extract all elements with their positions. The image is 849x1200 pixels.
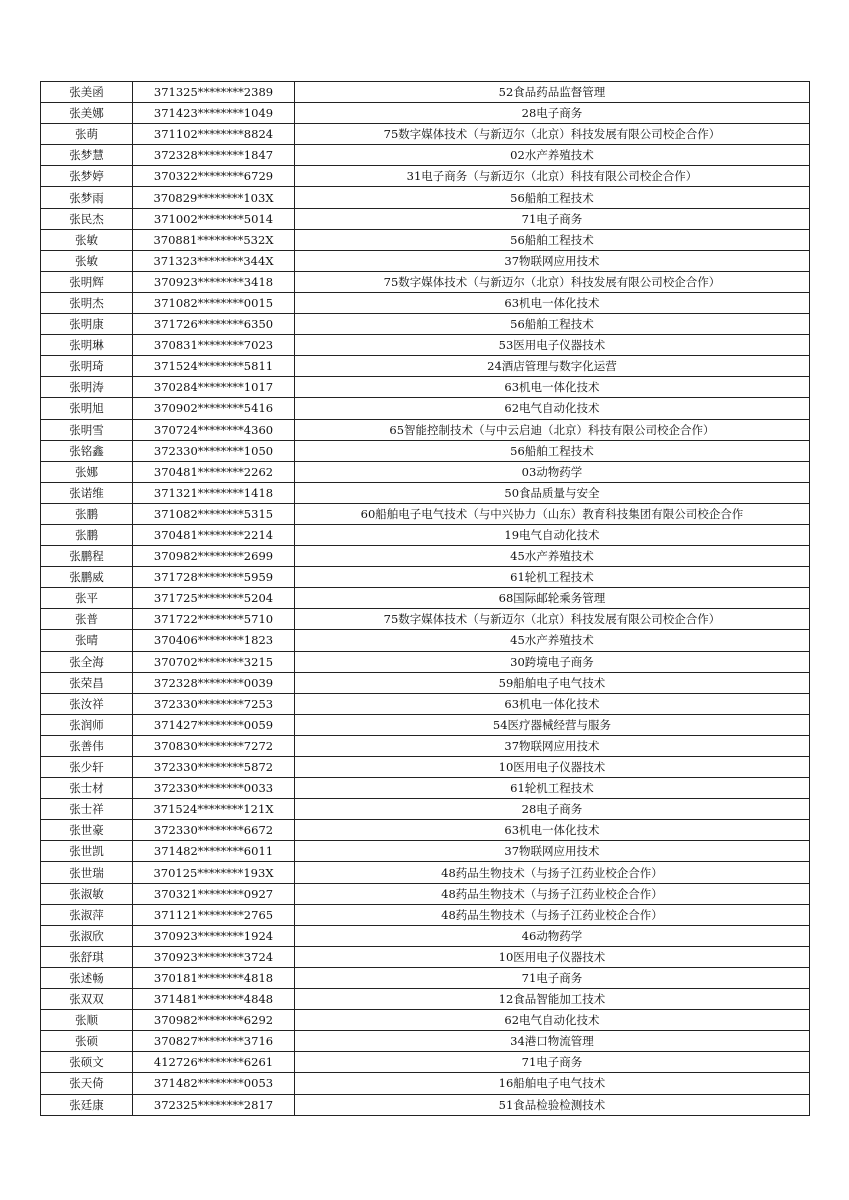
major-cell: 71电子商务 xyxy=(295,208,810,229)
student-name-cell: 张诺维 xyxy=(41,482,133,503)
student-name-cell: 张顺 xyxy=(41,1010,133,1031)
student-name-cell: 张明旭 xyxy=(41,398,133,419)
table-row xyxy=(41,651,810,672)
major-cell: 61轮机工程技术 xyxy=(295,778,810,799)
table-row xyxy=(41,1052,810,1073)
student-name-cell: 张少轩 xyxy=(41,757,133,778)
student-name-cell: 张鹏 xyxy=(41,503,133,524)
id-number-cell: 370702********3215 xyxy=(133,651,295,672)
student-name-cell: 张鹏 xyxy=(41,524,133,545)
major-cell: 28电子商务 xyxy=(295,799,810,820)
major-cell: 59船舶电子电气技术 xyxy=(295,672,810,693)
student-name-cell: 张明雪 xyxy=(41,419,133,440)
table-row xyxy=(41,630,810,651)
student-name-cell: 张润师 xyxy=(41,714,133,735)
id-number-cell: 370830********7272 xyxy=(133,735,295,756)
table-row xyxy=(41,419,810,440)
table-row xyxy=(41,271,810,292)
major-cell: 56船舶工程技术 xyxy=(295,229,810,250)
id-number-cell: 372330********5872 xyxy=(133,757,295,778)
table-row xyxy=(41,567,810,588)
student-name-cell: 张明辉 xyxy=(41,271,133,292)
student-name-cell: 张淑欣 xyxy=(41,925,133,946)
id-number-cell: 370923********1924 xyxy=(133,925,295,946)
table-row xyxy=(41,862,810,883)
student-name-cell: 张萌 xyxy=(41,124,133,145)
table-row xyxy=(41,841,810,862)
major-cell: 61轮机工程技术 xyxy=(295,567,810,588)
student-name-cell: 张明杰 xyxy=(41,292,133,313)
table-row xyxy=(41,208,810,229)
id-number-cell: 371082********5315 xyxy=(133,503,295,524)
id-number-cell: 370829********103X xyxy=(133,187,295,208)
table-row xyxy=(41,588,810,609)
major-cell: 75数字媒体技术（与新迈尔（北京）科技发展有限公司校企合作） xyxy=(295,124,810,145)
student-name-cell: 张善伟 xyxy=(41,735,133,756)
table-row xyxy=(41,609,810,630)
student-name-cell: 张双双 xyxy=(41,989,133,1010)
table-row xyxy=(41,482,810,503)
id-number-cell: 371524********5811 xyxy=(133,356,295,377)
id-number-cell: 372330********0033 xyxy=(133,778,295,799)
major-cell: 02水产养殖技术 xyxy=(295,145,810,166)
major-cell: 68国际邮轮乘务管理 xyxy=(295,588,810,609)
table-row xyxy=(41,883,810,904)
id-number-cell: 371726********6350 xyxy=(133,314,295,335)
major-cell: 75数字媒体技术（与新迈尔（北京）科技发展有限公司校企合作） xyxy=(295,271,810,292)
student-name-cell: 张汝祥 xyxy=(41,693,133,714)
student-list-table xyxy=(40,81,810,1116)
id-number-cell: 370284********1017 xyxy=(133,377,295,398)
student-name-cell: 张淑萍 xyxy=(41,904,133,925)
id-number-cell: 371728********5959 xyxy=(133,567,295,588)
id-number-cell: 370724********4360 xyxy=(133,419,295,440)
id-number-cell: 370881********532X xyxy=(133,229,295,250)
id-number-cell: 371481********4848 xyxy=(133,989,295,1010)
id-number-cell: 372330********1050 xyxy=(133,440,295,461)
major-cell: 71电子商务 xyxy=(295,1052,810,1073)
table-body xyxy=(41,82,810,1116)
id-number-cell: 371121********2765 xyxy=(133,904,295,925)
table-row xyxy=(41,904,810,925)
major-cell: 24酒店管理与数字化运营 xyxy=(295,356,810,377)
student-name-cell: 张明涛 xyxy=(41,377,133,398)
id-number-cell: 370982********6292 xyxy=(133,1010,295,1031)
table-row xyxy=(41,672,810,693)
major-cell: 56船舶工程技术 xyxy=(295,187,810,208)
table-row xyxy=(41,398,810,419)
student-name-cell: 张舒琪 xyxy=(41,946,133,967)
id-number-cell: 371423********1049 xyxy=(133,103,295,124)
id-number-cell: 370321********0927 xyxy=(133,883,295,904)
major-cell: 56船舶工程技术 xyxy=(295,314,810,335)
id-number-cell: 371482********6011 xyxy=(133,841,295,862)
student-name-cell: 张梦婷 xyxy=(41,166,133,187)
major-cell: 46动物药学 xyxy=(295,925,810,946)
id-number-cell: 370481********2214 xyxy=(133,524,295,545)
table-row xyxy=(41,103,810,124)
table-row xyxy=(41,166,810,187)
major-cell: 50食品质量与安全 xyxy=(295,482,810,503)
table-row xyxy=(41,377,810,398)
major-cell: 56船舶工程技术 xyxy=(295,440,810,461)
major-cell: 12食品智能加工技术 xyxy=(295,989,810,1010)
table-row xyxy=(41,735,810,756)
id-number-cell: 371427********0059 xyxy=(133,714,295,735)
table-row xyxy=(41,989,810,1010)
table-row xyxy=(41,714,810,735)
student-name-cell: 张士材 xyxy=(41,778,133,799)
table-row xyxy=(41,1010,810,1031)
table-row xyxy=(41,292,810,313)
table-row xyxy=(41,335,810,356)
id-number-cell: 370902********5416 xyxy=(133,398,295,419)
table-row xyxy=(41,503,810,524)
major-cell: 31电子商务（与新迈尔（北京）科技有限公司校企合作） xyxy=(295,166,810,187)
student-name-cell: 张民杰 xyxy=(41,208,133,229)
student-name-cell: 张世凯 xyxy=(41,841,133,862)
id-number-cell: 372328********1847 xyxy=(133,145,295,166)
major-cell: 28电子商务 xyxy=(295,103,810,124)
major-cell: 30跨境电子商务 xyxy=(295,651,810,672)
table-row xyxy=(41,1031,810,1052)
table-row xyxy=(41,440,810,461)
id-number-cell: 372325********2817 xyxy=(133,1094,295,1115)
student-name-cell: 张美娜 xyxy=(41,103,133,124)
major-cell: 10医用电子仪器技术 xyxy=(295,757,810,778)
major-cell: 45水产养殖技术 xyxy=(295,630,810,651)
table-row xyxy=(41,925,810,946)
table-row xyxy=(41,314,810,335)
table-row xyxy=(41,946,810,967)
student-name-cell: 张敏 xyxy=(41,229,133,250)
id-number-cell: 371722********5710 xyxy=(133,609,295,630)
table-row xyxy=(41,1094,810,1115)
student-name-cell: 张天倚 xyxy=(41,1073,133,1094)
major-cell: 48药品生物技术（与扬子江药业校企合作） xyxy=(295,862,810,883)
student-name-cell: 张鹏程 xyxy=(41,546,133,567)
major-cell: 63机电一体化技术 xyxy=(295,377,810,398)
major-cell: 16船舶电子电气技术 xyxy=(295,1073,810,1094)
student-name-cell: 张美函 xyxy=(41,82,133,103)
student-name-cell: 张硕 xyxy=(41,1031,133,1052)
id-number-cell: 371002********5014 xyxy=(133,208,295,229)
table-row xyxy=(41,799,810,820)
student-name-cell: 张敏 xyxy=(41,250,133,271)
major-cell: 54医疗器械经营与服务 xyxy=(295,714,810,735)
id-number-cell: 370322********6729 xyxy=(133,166,295,187)
table-row xyxy=(41,124,810,145)
id-number-cell: 371082********0015 xyxy=(133,292,295,313)
id-number-cell: 371102********8824 xyxy=(133,124,295,145)
table-row xyxy=(41,778,810,799)
major-cell: 37物联网应用技术 xyxy=(295,250,810,271)
major-cell: 48药品生物技术（与扬子江药业校企合作） xyxy=(295,904,810,925)
id-number-cell: 371323********344X xyxy=(133,250,295,271)
table-row xyxy=(41,524,810,545)
major-cell: 19电气自动化技术 xyxy=(295,524,810,545)
id-number-cell: 371325********2389 xyxy=(133,82,295,103)
table-row xyxy=(41,546,810,567)
table-row xyxy=(41,229,810,250)
table-row xyxy=(41,1073,810,1094)
table-row xyxy=(41,250,810,271)
student-name-cell: 张平 xyxy=(41,588,133,609)
student-name-cell: 张明琳 xyxy=(41,335,133,356)
major-cell: 71电子商务 xyxy=(295,967,810,988)
student-name-cell: 张世豪 xyxy=(41,820,133,841)
id-number-cell: 370125********193X xyxy=(133,862,295,883)
student-name-cell: 张淑敏 xyxy=(41,883,133,904)
major-cell: 37物联网应用技术 xyxy=(295,735,810,756)
student-name-cell: 张晴 xyxy=(41,630,133,651)
id-number-cell: 371321********1418 xyxy=(133,482,295,503)
major-cell: 48药品生物技术（与扬子江药业校企合作） xyxy=(295,883,810,904)
major-cell: 63机电一体化技术 xyxy=(295,292,810,313)
major-cell: 53医用电子仪器技术 xyxy=(295,335,810,356)
id-number-cell: 370827********3716 xyxy=(133,1031,295,1052)
major-cell: 51食品检验检测技术 xyxy=(295,1094,810,1115)
id-number-cell: 412726********6261 xyxy=(133,1052,295,1073)
id-number-cell: 370831********7023 xyxy=(133,335,295,356)
major-cell: 62电气自动化技术 xyxy=(295,1010,810,1031)
id-number-cell: 370923********3418 xyxy=(133,271,295,292)
table-row xyxy=(41,967,810,988)
student-name-cell: 张娜 xyxy=(41,461,133,482)
id-number-cell: 370181********4818 xyxy=(133,967,295,988)
table-row xyxy=(41,187,810,208)
table-row xyxy=(41,82,810,103)
table-row xyxy=(41,145,810,166)
id-number-cell: 372330********7253 xyxy=(133,693,295,714)
student-name-cell: 张硕文 xyxy=(41,1052,133,1073)
student-name-cell: 张明康 xyxy=(41,314,133,335)
table-row xyxy=(41,757,810,778)
major-cell: 37物联网应用技术 xyxy=(295,841,810,862)
student-name-cell: 张梦雨 xyxy=(41,187,133,208)
student-name-cell: 张鹏威 xyxy=(41,567,133,588)
id-number-cell: 372328********0039 xyxy=(133,672,295,693)
id-number-cell: 371482********0053 xyxy=(133,1073,295,1094)
student-name-cell: 张梦慧 xyxy=(41,145,133,166)
id-number-cell: 370481********2262 xyxy=(133,461,295,482)
id-number-cell: 371725********5204 xyxy=(133,588,295,609)
table-row xyxy=(41,461,810,482)
id-number-cell: 370982********2699 xyxy=(133,546,295,567)
major-cell: 45水产养殖技术 xyxy=(295,546,810,567)
student-name-cell: 张世瑞 xyxy=(41,862,133,883)
table-row xyxy=(41,820,810,841)
major-cell: 10医用电子仪器技术 xyxy=(295,946,810,967)
student-name-cell: 张荣昌 xyxy=(41,672,133,693)
major-cell: 75数字媒体技术（与新迈尔（北京）科技发展有限公司校企合作） xyxy=(295,609,810,630)
major-cell: 03动物药学 xyxy=(295,461,810,482)
major-cell: 62电气自动化技术 xyxy=(295,398,810,419)
major-cell: 63机电一体化技术 xyxy=(295,693,810,714)
id-number-cell: 371524********121X xyxy=(133,799,295,820)
table-row xyxy=(41,356,810,377)
student-name-cell: 张士祥 xyxy=(41,799,133,820)
student-name-cell: 张述畅 xyxy=(41,967,133,988)
id-number-cell: 370923********3724 xyxy=(133,946,295,967)
table-row xyxy=(41,693,810,714)
student-name-cell: 张明琦 xyxy=(41,356,133,377)
major-cell: 63机电一体化技术 xyxy=(295,820,810,841)
major-cell: 65智能控制技术（与中云启迪（北京）科技有限公司校企合作） xyxy=(295,419,810,440)
major-cell: 60船舶电子电气技术（与中兴协力（山东）教育科技集团有限公司校企合作 xyxy=(295,503,810,524)
major-cell: 52食品药品监督管理 xyxy=(295,82,810,103)
major-cell: 34港口物流管理 xyxy=(295,1031,810,1052)
student-name-cell: 张铭鑫 xyxy=(41,440,133,461)
id-number-cell: 370406********1823 xyxy=(133,630,295,651)
id-number-cell: 372330********6672 xyxy=(133,820,295,841)
student-name-cell: 张廷康 xyxy=(41,1094,133,1115)
student-name-cell: 张普 xyxy=(41,609,133,630)
student-name-cell: 张全海 xyxy=(41,651,133,672)
